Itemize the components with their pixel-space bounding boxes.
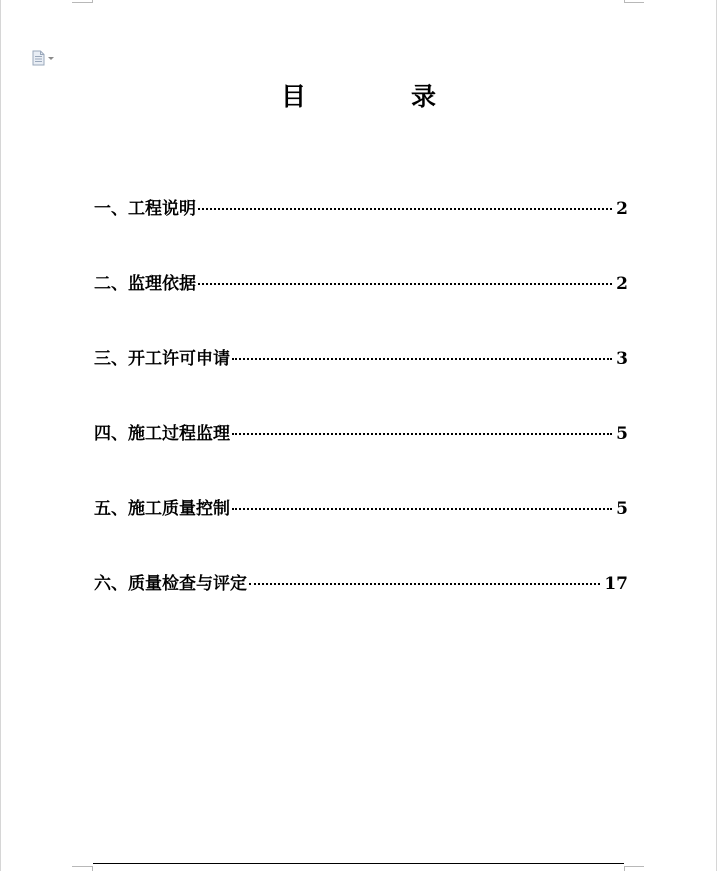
table-of-contents bbox=[94, 198, 628, 648]
toc-entry[interactable] bbox=[94, 498, 628, 573]
document-icon bbox=[32, 50, 45, 66]
toc-entry-page: 3 bbox=[616, 349, 628, 369]
crop-mark bbox=[72, 2, 92, 3]
crop-mark bbox=[624, 866, 644, 867]
page-title: 目 录 bbox=[280, 82, 476, 111]
dot-leader bbox=[232, 358, 612, 360]
toc-entry-page: 2 bbox=[616, 274, 628, 294]
toc-entry-page: 2 bbox=[616, 199, 628, 219]
toc-entry-page: 17 bbox=[604, 574, 628, 594]
dot-leader bbox=[232, 508, 612, 510]
toc-entry[interactable] bbox=[94, 423, 628, 498]
document-menu-button[interactable] bbox=[32, 49, 62, 67]
toc-entry-label: 五、施工质量控制 bbox=[94, 499, 230, 519]
chevron-down-icon bbox=[48, 57, 54, 60]
toc-entry-label: 一、工程说明 bbox=[94, 199, 196, 219]
dot-leader bbox=[232, 433, 612, 435]
dot-leader bbox=[198, 208, 612, 210]
crop-mark bbox=[624, 0, 625, 3]
toc-entry[interactable] bbox=[94, 573, 628, 648]
dot-leader bbox=[198, 283, 612, 285]
crop-mark bbox=[624, 866, 625, 871]
toc-entry[interactable] bbox=[94, 198, 628, 273]
toc-entry-label: 二、监理依据 bbox=[94, 274, 196, 294]
crop-mark bbox=[92, 0, 93, 3]
toc-entry-label: 六、质量检查与评定 bbox=[94, 574, 247, 594]
toc-entry-page: 5 bbox=[616, 499, 628, 519]
toc-entry-page: 5 bbox=[616, 424, 628, 444]
dot-leader bbox=[249, 583, 600, 585]
crop-mark bbox=[624, 2, 644, 3]
toc-entry-label: 三、开工许可申请 bbox=[94, 349, 230, 369]
footer-rule bbox=[93, 863, 624, 864]
crop-mark bbox=[92, 866, 93, 871]
toc-entry[interactable] bbox=[94, 273, 628, 348]
crop-mark bbox=[72, 866, 92, 867]
toc-entry[interactable] bbox=[94, 348, 628, 423]
page-edge-left bbox=[0, 0, 1, 871]
toc-entry-label: 四、施工过程监理 bbox=[94, 424, 230, 444]
